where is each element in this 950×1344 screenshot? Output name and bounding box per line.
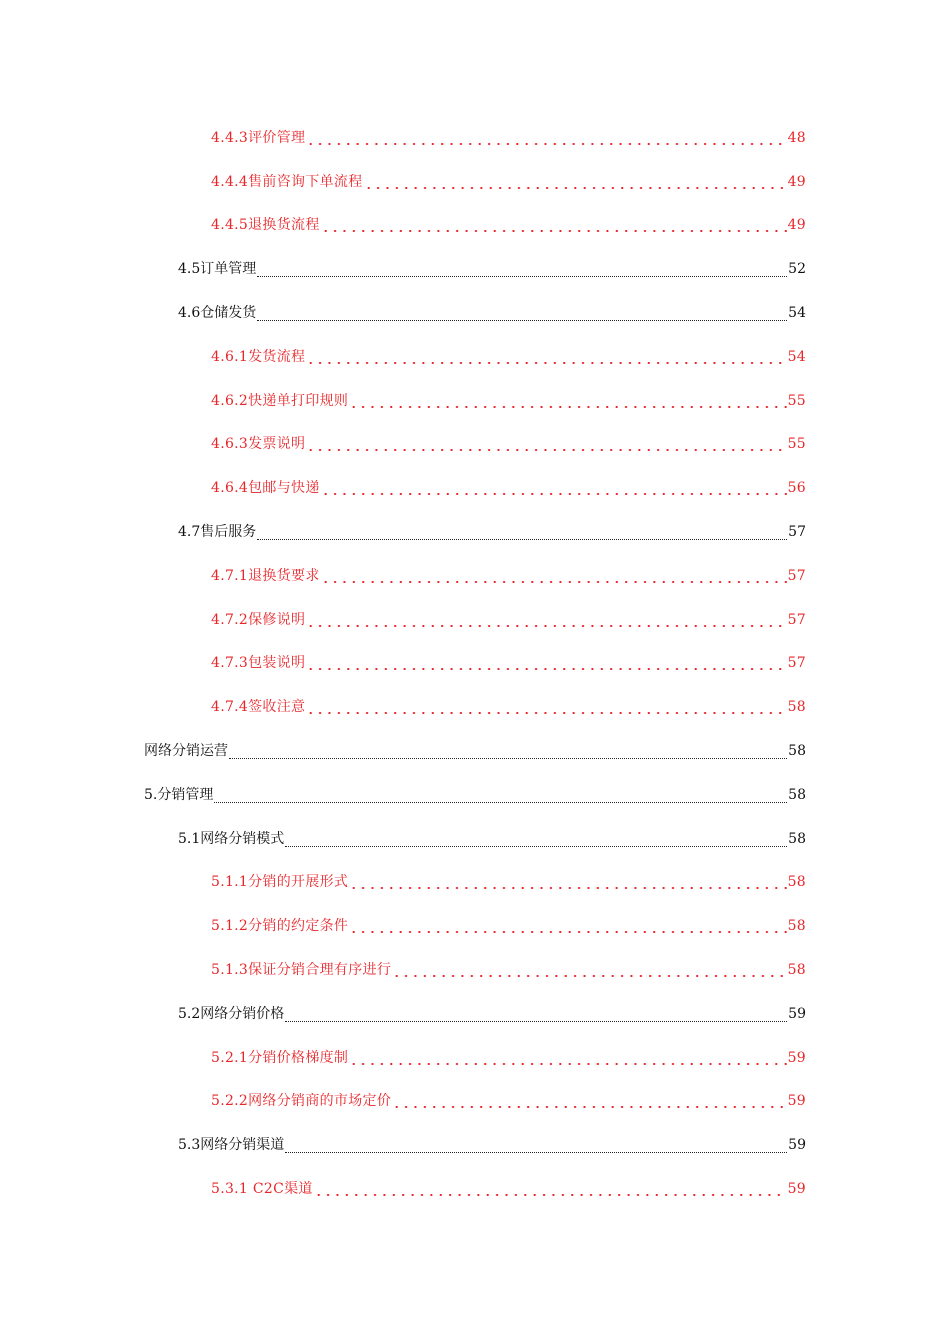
- toc-dot-leader: [257, 533, 787, 540]
- toc-entry-title: 5.1.3保证分销合理有序进行: [211, 962, 392, 979]
- toc-entry[interactable]: [0, 510, 950, 554]
- toc-entry-title: 4.7.1退换货要求: [211, 567, 320, 584]
- toc-entry-title: 4.6仓储发货: [178, 305, 257, 322]
- toc-entry[interactable]: [0, 379, 950, 423]
- toc-dot-leader: [229, 752, 787, 759]
- toc-entry-title: 4.5订单管理: [178, 261, 257, 278]
- toc-entry-page-number: 58: [787, 918, 806, 935]
- toc-entry-title: 4.4.3评价管理: [211, 129, 306, 146]
- toc-dot-leader: [314, 1191, 787, 1197]
- toc-entry[interactable]: [0, 1036, 950, 1080]
- toc-entry[interactable]: [0, 817, 950, 861]
- toc-dot-leader: [306, 665, 786, 671]
- toc-dot-leader: [214, 796, 787, 803]
- toc-dot-leader: [349, 884, 786, 890]
- toc-dot-leader: [306, 140, 786, 146]
- toc-dot-leader: [392, 972, 786, 978]
- toc-entry[interactable]: [0, 335, 950, 379]
- toc-dot-leader: [364, 184, 787, 190]
- toc-entry-page-number: 49: [787, 217, 806, 234]
- toc-entry-page-number: 55: [787, 436, 806, 453]
- toc-entry-title: 4.6.2快递单打印规则: [211, 392, 349, 409]
- table-of-contents: [0, 116, 950, 1211]
- toc-entry[interactable]: [0, 642, 950, 686]
- toc-entry-page-number: 54: [788, 305, 806, 322]
- toc-dot-leader: [349, 403, 786, 409]
- toc-entry-page-number: 48: [787, 129, 806, 146]
- toc-entry-page-number: 58: [788, 786, 806, 803]
- toc-dot-leader: [349, 928, 786, 934]
- toc-dot-leader: [321, 490, 787, 496]
- toc-dot-leader: [392, 1103, 786, 1109]
- toc-entry-page-number: 59: [787, 1049, 806, 1066]
- toc-entry-title: 4.7.2保修说明: [211, 611, 306, 628]
- toc-entry[interactable]: [0, 992, 950, 1036]
- toc-dot-leader: [306, 359, 786, 365]
- toc-entry-title: 4.7售后服务: [178, 524, 257, 541]
- toc-entry-title: 5.1.1分销的开展形式: [211, 874, 349, 891]
- toc-entry[interactable]: [0, 160, 950, 204]
- toc-entry-page-number: 59: [787, 1181, 806, 1198]
- toc-entry[interactable]: [0, 291, 950, 335]
- toc-entry[interactable]: [0, 861, 950, 905]
- toc-dot-leader: [349, 1060, 786, 1066]
- toc-entry-page-number: 55: [787, 392, 806, 409]
- toc-entry-page-number: 59: [788, 1005, 806, 1022]
- toc-entry[interactable]: [0, 729, 950, 773]
- toc-entry-title: 5.2网络分销价格: [178, 1005, 285, 1022]
- toc-entry[interactable]: [0, 1167, 950, 1211]
- toc-entry[interactable]: [0, 466, 950, 510]
- toc-entry-title: 4.7.4签收注意: [211, 699, 306, 716]
- toc-entry-page-number: 54: [787, 348, 806, 365]
- toc-entry-title: 4.6.4包邮与快递: [211, 480, 320, 497]
- toc-dot-leader: [285, 1015, 787, 1022]
- toc-dot-leader: [285, 840, 787, 847]
- toc-entry-title: 5.3.1 C2C渠道: [211, 1181, 313, 1198]
- toc-entry[interactable]: [0, 1080, 950, 1124]
- toc-entry-title: 5.1网络分销模式: [178, 830, 285, 847]
- toc-dot-leader: [306, 622, 786, 628]
- toc-entry-title: 网络分销运营: [144, 743, 228, 760]
- toc-entry[interactable]: [0, 948, 950, 992]
- toc-entry[interactable]: [0, 204, 950, 248]
- toc-entry-title: 4.4.4售前咨询下单流程: [211, 173, 363, 190]
- toc-entry-page-number: 52: [788, 261, 806, 278]
- toc-dot-leader: [257, 270, 787, 277]
- toc-entry[interactable]: [0, 1123, 950, 1167]
- toc-entry-page-number: 59: [788, 1137, 806, 1154]
- toc-entry-title: 4.4.5退换货流程: [211, 217, 320, 234]
- toc-entry[interactable]: [0, 554, 950, 598]
- toc-entry-page-number: 49: [787, 173, 806, 190]
- toc-entry-page-number: 56: [787, 480, 806, 497]
- toc-entry-page-number: 57: [788, 524, 806, 541]
- toc-entry-page-number: 58: [787, 962, 806, 979]
- toc-dot-leader: [306, 446, 786, 452]
- toc-dot-leader: [257, 314, 787, 321]
- toc-entry-title: 4.7.3包装说明: [211, 655, 306, 672]
- toc-entry[interactable]: [0, 247, 950, 291]
- toc-entry[interactable]: [0, 773, 950, 817]
- toc-entry-page-number: 58: [788, 743, 806, 760]
- toc-entry-title: 5.3网络分销渠道: [178, 1137, 285, 1154]
- toc-entry-title: 4.6.1发货流程: [211, 348, 306, 365]
- toc-dot-leader: [285, 1146, 787, 1153]
- toc-entry[interactable]: [0, 116, 950, 160]
- toc-entry-title: 5.2.1分销价格梯度制: [211, 1049, 349, 1066]
- toc-entry[interactable]: [0, 423, 950, 467]
- toc-entry-page-number: 58: [788, 830, 806, 847]
- toc-entry-page-number: 58: [787, 699, 806, 716]
- toc-entry-page-number: 57: [787, 567, 806, 584]
- toc-entry-page-number: 58: [787, 874, 806, 891]
- toc-entry-title: 4.6.3发票说明: [211, 436, 306, 453]
- toc-dot-leader: [321, 578, 787, 584]
- toc-entry-title: 5.分销管理: [144, 786, 214, 803]
- toc-entry[interactable]: [0, 904, 950, 948]
- toc-dot-leader: [306, 709, 786, 715]
- toc-entry-page-number: 57: [787, 611, 806, 628]
- toc-dot-leader: [321, 227, 787, 233]
- toc-entry-title: 5.1.2分销的约定条件: [211, 918, 349, 935]
- toc-entry-page-number: 59: [787, 1093, 806, 1110]
- toc-entry-page-number: 57: [787, 655, 806, 672]
- toc-entry[interactable]: [0, 685, 950, 729]
- toc-entry-title: 5.2.2网络分销商的市场定价: [211, 1093, 392, 1110]
- toc-entry[interactable]: [0, 598, 950, 642]
